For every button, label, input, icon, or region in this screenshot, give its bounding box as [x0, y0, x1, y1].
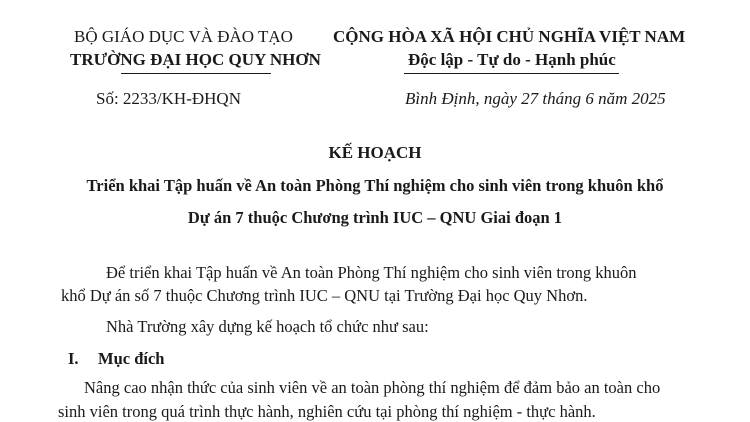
place-date: Bình Định, ngày 27 tháng 6 năm 2025	[405, 89, 666, 108]
intro-paragraph-line1: Để triển khai Tập huấn về An toàn Phòng Thí nghiệm cho sinh viên trong khuôn	[106, 263, 637, 282]
purpose-paragraph-line1: Nâng cao nhận thức của sinh viên về an toàn phòng thí nghiệm để đảm bảo an toàn cho	[84, 378, 661, 397]
national-motto: Độc lập - Tự do - Hạnh phúc	[408, 50, 616, 69]
intro-paragraph-line2: khổ Dự án số 7 thuộc Chương trình IUC – QNU tại Trường Đại học Quy Nhơn.	[61, 286, 588, 305]
document-number: Số: 2233/KH-ĐHQN	[96, 89, 241, 108]
document-subtitle-line1: Triển khai Tập huấn về An toàn Phòng Thí nghiệm cho sinh viên trong khuôn khổ	[86, 176, 664, 195]
section-heading: Mục đích	[98, 349, 165, 368]
national-title: CỘNG HÒA XÃ HỘI CHỦ NGHĨA VIỆT NAM	[333, 27, 686, 46]
university-name: TRƯỜNG ĐẠI HỌC QUY NHƠN	[70, 50, 321, 69]
motto-underline	[404, 73, 619, 74]
university-underline	[121, 73, 271, 74]
plan-statement: Nhà Trường xây dựng kế hoạch tổ chức như sau:	[106, 317, 429, 336]
document-title: KẾ HOẠCH	[328, 143, 422, 162]
document-subtitle-line2: Dự án 7 thuộc Chương trình IUC – QNU Giai đoạn 1	[187, 208, 563, 227]
purpose-paragraph-line2: sinh viên trong quá trình thực hành, nghiên cứu tại phòng thí nghiệm - thực hành.	[58, 402, 596, 421]
section-numeral: I.	[68, 349, 79, 368]
ministry-name: BỘ GIÁO DỤC VÀ ĐÀO TẠO	[74, 27, 293, 46]
